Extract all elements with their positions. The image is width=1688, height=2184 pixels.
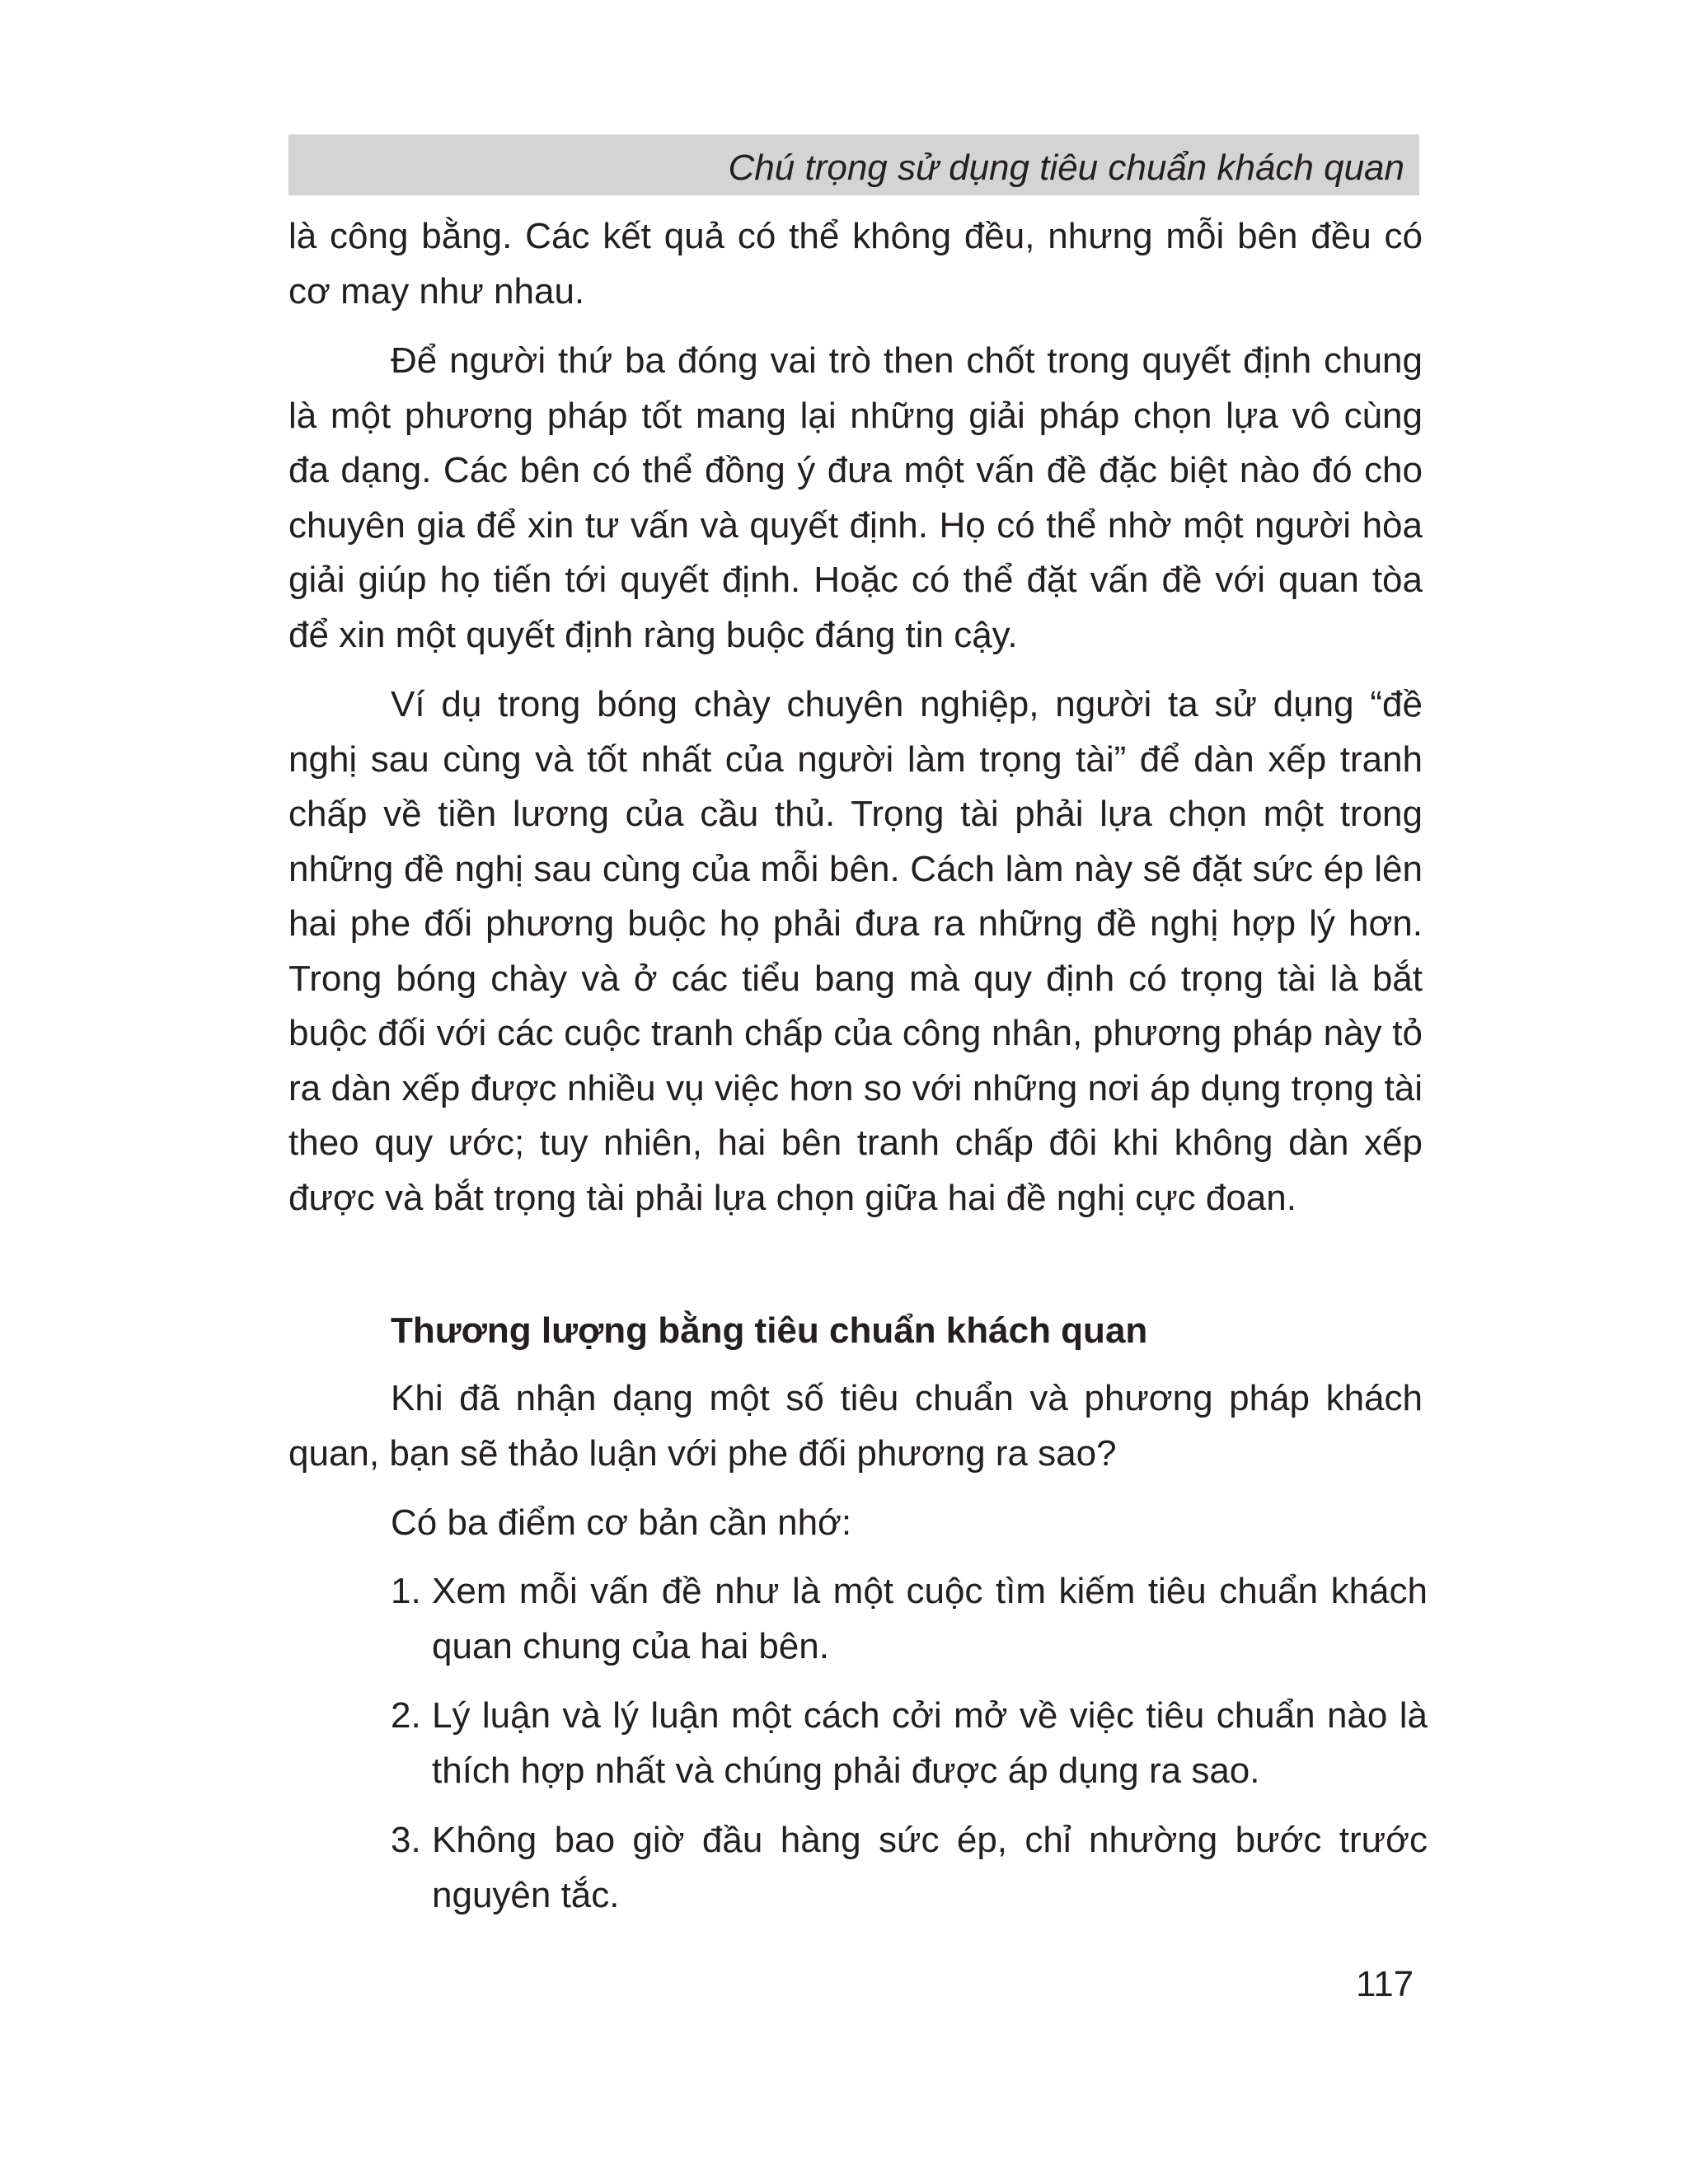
list-item [391,1564,1428,1674]
running-header-band [288,134,1419,195]
list-item-text: Không bao giờ đầu hàng sức ép, chỉ nhường bước trước nguyên tắc. [432,1820,1428,1915]
section-heading: Thương lượng bằng tiêu chuẩn khách quan [391,1310,1148,1351]
paragraph-third-party: Để người thứ ba đóng vai trò then chốt trong quyết định chung là một phương pháp tốt mang lại những giải pháp chọn lựa vô cùng đa dạng. Các bên có thể đồng ý đưa một vấn đề đặc biệt nào đó cho chuyên gia để xin tư vấn và quyết định. Họ có thể nhờ một người hòa giải giúp họ tiến tới quyết định. Hoặc có thể đặt vấn đề với quan tòa để xin một quyết định ràng buộc đáng tin cậy. [288,340,1423,655]
list-item-number: 2. [391,1695,421,1736]
paragraph-baseball-example: Ví dụ trong bóng chày chuyên nghiệp, người ta sử dụng “đề nghị sau cùng và tốt nhất của người làm trọng tài” để dàn xếp tranh chấp về tiền lương của cầu thủ. Trọng tài phải lựa chọn một trong những đề nghị sau cùng của mỗi bên. Cách làm này sẽ đặt sức ép lên hai phe đối phương buộc họ phải đưa ra những đề nghị hợp lý hơn. Trong bóng chày và ở các tiểu bang mà quy định có trọng tài là bắt buộc đối với các cuộc tranh chấp của công nhân, phương pháp này tỏ ra dàn xếp được nhiều vụ việc hơn so với những nơi áp dụng trọng tài theo quy ước; tuy nhiên, hai bên tranh chấp đôi khi không dàn xếp được và bắt trọng tài phải lựa chọn giữa hai đề nghị cực đoan. [288,684,1423,1218]
list-item-number: 3. [391,1820,421,1860]
list-item-number: 1. [391,1571,421,1611]
section-lead: Có ba điểm cơ bản cần nhớ: [391,1502,852,1543]
paragraph-continuation: là công bằng. Các kết quả có thể không đều, nhưng mỗi bên đều có cơ may như nhau. [288,216,1423,312]
list-item [391,1689,1428,1798]
numbered-list [391,1564,1428,1938]
page-number: 117 [1356,1964,1414,2004]
section-body [288,1371,1423,1566]
list-item-text: Lý luận và lý luận một cách cởi mở về việc tiêu chuẩn nào là thích hợp nhất và chúng phải được áp dụng ra sao. [432,1695,1428,1791]
list-item [391,1813,1428,1923]
section-intro: Khi đã nhận dạng một số tiêu chuẩn và phương pháp khách quan, bạn sẽ thảo luận với phe đối phương ra sao? [288,1378,1423,1474]
body-text [288,209,1423,1240]
running-header-title: Chú trọng sử dụng tiêu chuẩn khách quan [728,148,1404,188]
list-item-text: Xem mỗi vấn đề như là một cuộc tìm kiếm tiêu chuẩn khách quan chung của hai bên. [432,1571,1428,1666]
